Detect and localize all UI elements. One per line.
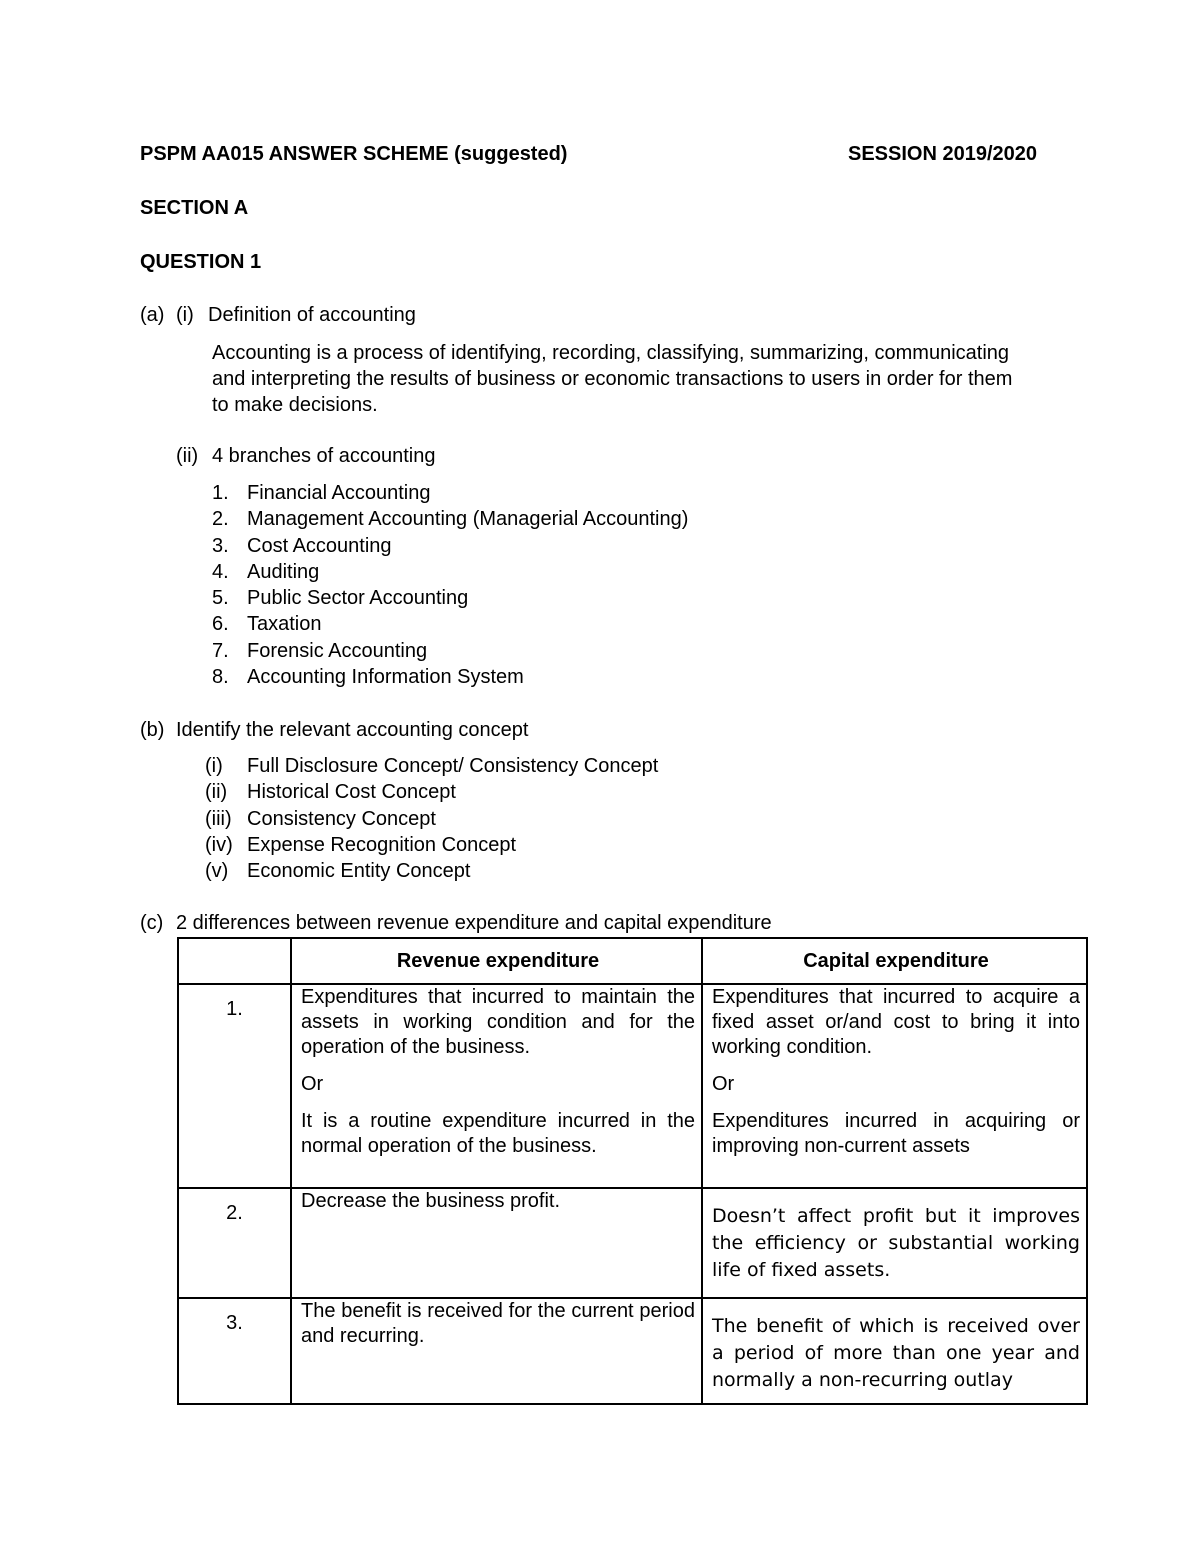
list-item-text: Full Disclosure Concept/ Consistency Concept bbox=[247, 755, 659, 777]
revenue-cell bbox=[291, 984, 702, 1188]
capital-cell bbox=[702, 984, 1087, 1188]
table-row bbox=[178, 1298, 1087, 1404]
list-item-number: 3. bbox=[212, 534, 229, 557]
cell-paragraph: It is a routine expenditure incurred in the normal operation of the business. bbox=[301, 1110, 695, 1157]
list-item-text: Financial Accounting bbox=[247, 482, 431, 504]
revenue-cell bbox=[291, 1298, 702, 1404]
revenue-cell bbox=[291, 1188, 702, 1298]
list-item-text: Auditing bbox=[247, 560, 320, 583]
definition-line: Accounting is a process of identifying, recording, classifying, summarizing, communicating bbox=[212, 342, 1010, 364]
cell-paragraph: Or bbox=[301, 1073, 324, 1095]
cell-paragraph: The benefit is received for the current period and recurring. bbox=[301, 1300, 695, 1347]
part-a-i-label: (i) bbox=[176, 304, 194, 326]
session-label: SESSION 2019/2020 bbox=[848, 143, 1038, 165]
list-item-text: Cost Accounting bbox=[247, 534, 392, 557]
definition-paragraph bbox=[212, 340, 1072, 418]
list-item-text: Forensic Accounting bbox=[247, 639, 428, 662]
list-item-number: 7. bbox=[212, 639, 229, 662]
list-item-text: Management Accounting (Managerial Accounting) bbox=[247, 508, 689, 531]
list-item-number: (i) bbox=[205, 755, 223, 777]
question-heading: QUESTION 1 bbox=[140, 251, 262, 273]
list-item-number: 2. bbox=[212, 508, 229, 531]
list-item-number: (iii) bbox=[205, 807, 232, 830]
cell-paragraph: Or bbox=[712, 1073, 735, 1095]
list-item-number: 5. bbox=[212, 587, 229, 610]
list-item-text: Taxation bbox=[247, 613, 322, 636]
part-a-i-heading: Definition of accounting bbox=[208, 304, 416, 326]
part-a-ii-heading: 4 branches of accounting bbox=[212, 445, 436, 467]
part-c-heading: 2 differences between revenue expenditure and capital expenditure bbox=[176, 912, 772, 934]
row-number: 1. bbox=[178, 984, 291, 1188]
part-b-heading: Identify the relevant accounting concept bbox=[176, 719, 529, 741]
cell-paragraph: Expenditures that incurred to acquire a fixed asset or/and cost to bring it into working condition. bbox=[712, 986, 1080, 1058]
table-row bbox=[178, 984, 1087, 1188]
row-number: 2. bbox=[178, 1188, 291, 1298]
list-item-text: Expense Recognition Concept bbox=[247, 833, 517, 856]
cell-paragraph: Expenditures that incurred to maintain the assets in working condition and for the operation of the business. bbox=[301, 986, 695, 1058]
cell-paragraph: Expenditures incurred in acquiring or improving non-current assets bbox=[712, 1110, 1080, 1157]
list-item-number: (v) bbox=[205, 860, 229, 883]
section-heading: SECTION A bbox=[140, 197, 249, 219]
list-item-number: 8. bbox=[212, 666, 229, 689]
part-b-label: (b) bbox=[140, 719, 165, 741]
capital-cell bbox=[702, 1298, 1087, 1404]
list-item-number: 6. bbox=[212, 613, 229, 636]
list-item-number: 4. bbox=[212, 560, 229, 583]
part-a-ii-label: (ii) bbox=[176, 445, 199, 467]
differences-table bbox=[177, 937, 1088, 1405]
table-header-cell: Capital expenditure bbox=[702, 938, 1087, 984]
cell-paragraph: The benefit of which is received over a period of more than one year and normally a non-recurring outlay bbox=[712, 1315, 1080, 1391]
list-item-text: Historical Cost Concept bbox=[247, 781, 456, 804]
list-item-text: Economic Entity Concept bbox=[247, 860, 471, 883]
list-item-text: Accounting Information System bbox=[247, 666, 524, 689]
row-number: 3. bbox=[178, 1298, 291, 1404]
list-item-text: Public Sector Accounting bbox=[247, 587, 469, 610]
part-c-label: (c) bbox=[140, 912, 164, 934]
list-item-number: 1. bbox=[212, 482, 229, 504]
table-header-cell bbox=[178, 938, 291, 984]
definition-line: to make decisions. bbox=[212, 394, 378, 416]
table-row bbox=[178, 1188, 1087, 1298]
definition-line: and interpreting the results of business or economic transactions to users in order for them bbox=[212, 368, 1013, 390]
part-a-label: (a) bbox=[140, 304, 165, 326]
list-item-text: Consistency Concept bbox=[247, 807, 436, 830]
document-title: PSPM AA015 ANSWER SCHEME (suggested) bbox=[140, 143, 568, 165]
cell-paragraph: Decrease the business profit. bbox=[301, 1190, 561, 1212]
table-header-cell: Revenue expenditure bbox=[291, 938, 702, 984]
list-item-number: (iv) bbox=[205, 833, 233, 856]
capital-cell bbox=[702, 1188, 1087, 1298]
list-item-number: (ii) bbox=[205, 781, 228, 804]
cell-paragraph: Doesn’t affect profit but it improves the efficiency or substantial working life of fixed assets. bbox=[712, 1205, 1080, 1281]
table-header-row bbox=[178, 938, 1087, 984]
